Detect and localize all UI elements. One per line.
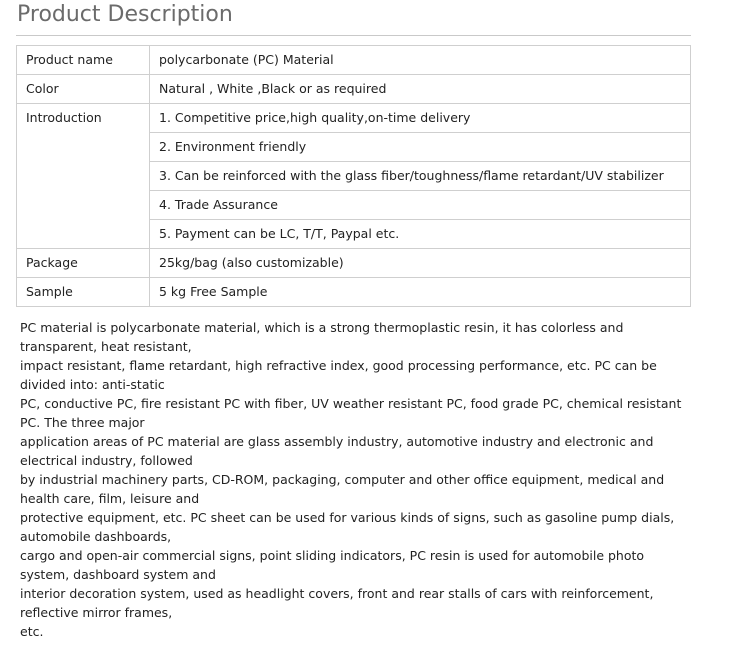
spec-value: 25kg/bag (also customizable) — [150, 249, 691, 278]
description-line: interior decoration system, used as headlight covers, front and rear stalls of cars with reinforcement, reflective mirror frames, — [20, 586, 654, 620]
description-paragraph — [20, 318, 696, 641]
table-row — [17, 104, 691, 133]
table-row — [17, 249, 691, 278]
spec-value: 5 kg Free Sample — [150, 278, 691, 307]
spec-value: 1. Competitive price,high quality,on-time delivery — [150, 104, 691, 133]
section-heading: Product Description — [17, 2, 233, 27]
description-line: etc. — [20, 624, 44, 639]
spec-table — [16, 45, 691, 307]
spec-value: Natural , White ,Black or as required — [150, 75, 691, 104]
heading-divider — [16, 35, 691, 36]
description-line: impact resistant, flame retardant, high refractive index, good processing performance, etc. PC can be divided into: anti-static — [20, 358, 657, 392]
spec-value: 4. Trade Assurance — [150, 191, 691, 220]
spec-label: Introduction — [17, 104, 150, 249]
description-line: cargo and open-air commercial signs, point sliding indicators, PC resin is used for automobile photo system, dashboard system and — [20, 548, 645, 582]
spec-value: polycarbonate (PC) Material — [150, 46, 691, 75]
description-line: PC material is polycarbonate material, which is a strong thermoplastic resin, it has colorless and transparent, heat resistant, — [20, 320, 624, 354]
spec-label: Product name — [17, 46, 150, 75]
spec-label: Package — [17, 249, 150, 278]
spec-value: 3. Can be reinforced with the glass fiber/toughness/flame retardant/UV stabilizer — [150, 162, 691, 191]
spec-label: Color — [17, 75, 150, 104]
description-line: protective equipment, etc. PC sheet can be used for various kinds of signs, such as gasoline pump dials, automobile dashboards, — [20, 510, 675, 544]
table-row — [17, 46, 691, 75]
description-line: application areas of PC material are glass assembly industry, automotive industry and electronic and electrical industry, followed — [20, 434, 654, 468]
table-row — [17, 75, 691, 104]
description-line: PC, conductive PC, fire resistant PC with fiber, UV weather resistant PC, food grade PC, chemical resistant PC. The three major — [20, 396, 682, 430]
spec-value: 5. Payment can be LC, T/T, Paypal etc. — [150, 220, 691, 249]
table-row — [17, 278, 691, 307]
description-line: by industrial machinery parts, CD-ROM, packaging, computer and other office equipment, medical and health care, film, leisure and — [20, 472, 665, 506]
spec-value: 2. Environment friendly — [150, 133, 691, 162]
spec-label: Sample — [17, 278, 150, 307]
